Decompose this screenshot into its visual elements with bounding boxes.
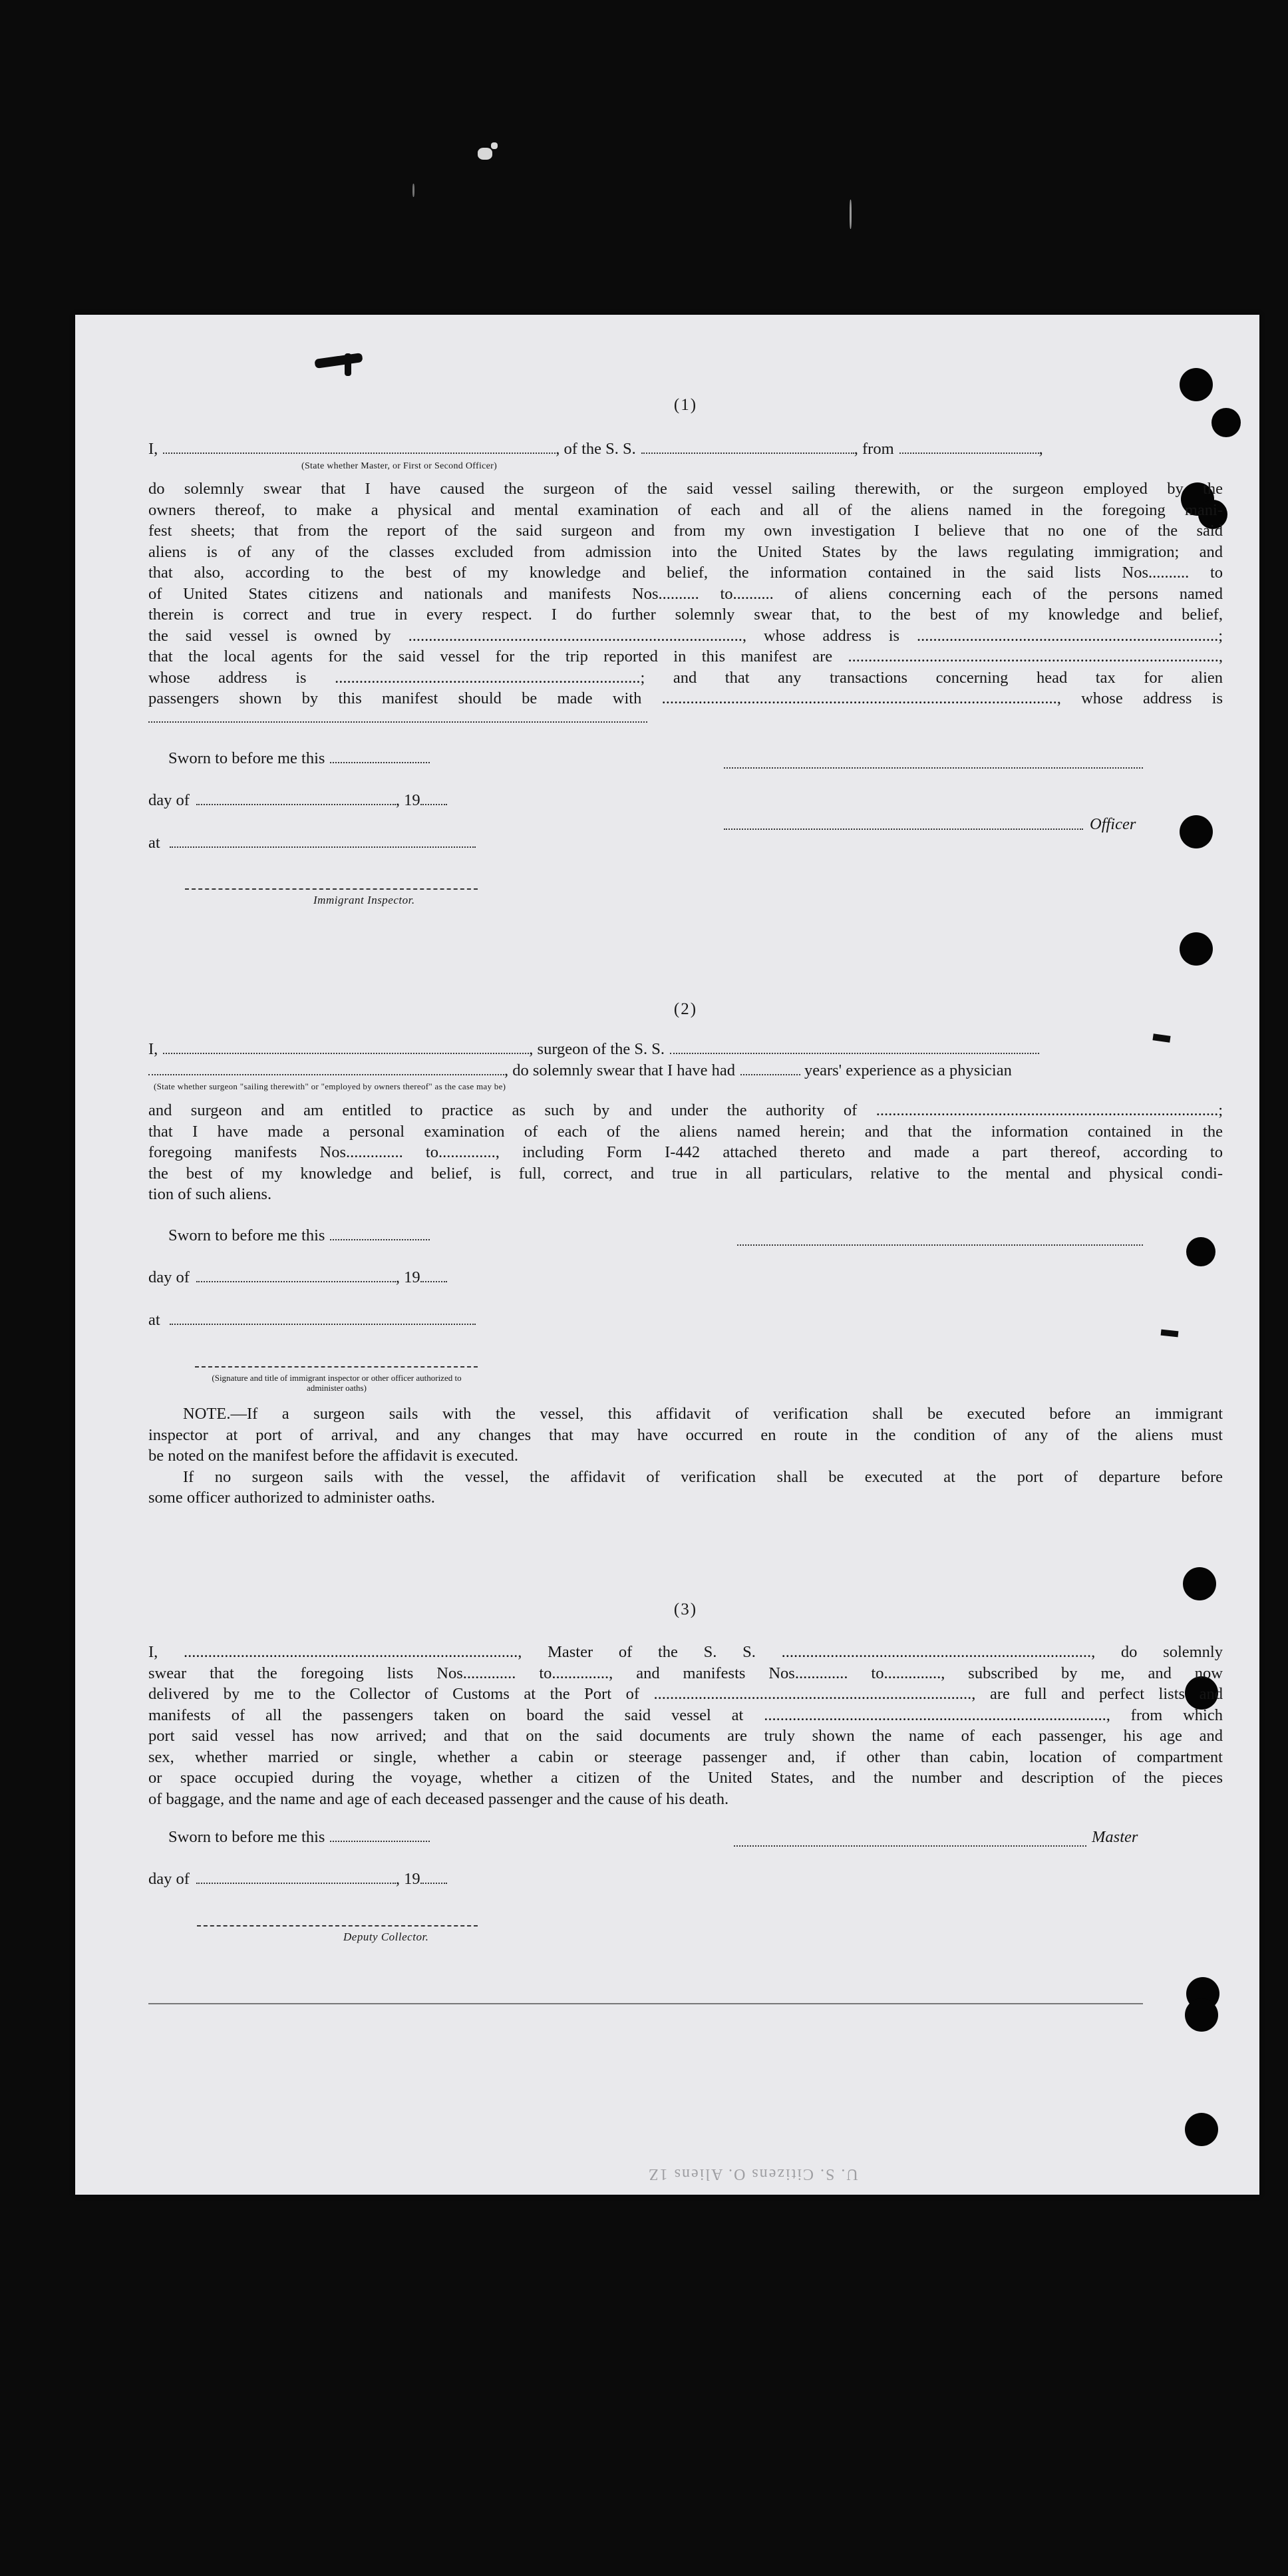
- officer-signature-line: [195, 1365, 478, 1368]
- master-label: Master: [1092, 1828, 1138, 1846]
- ink-smudge: [345, 353, 351, 376]
- fill-line: [163, 441, 556, 454]
- signature-line: [724, 766, 1143, 769]
- fill-line: [899, 441, 1039, 454]
- para-line: that the local agents for the said vessel for the trip reported in this manifest are ...........................................................................................,: [148, 647, 1223, 665]
- years-label: years' experience as a physician: [804, 1061, 1012, 1079]
- para-line: sex, whether married or single, whether a cabin or steerage passenger and, if other than cabin, location of compartment: [148, 1748, 1223, 1766]
- section-2-sworn: [168, 1226, 430, 1245]
- surgeon-signature-line: [737, 1243, 1143, 1246]
- para-line: do solemnly swear that I have caused the surgeon of the said vessel sailing therewith, or the surgeon employed by the: [148, 480, 1223, 498]
- ink-mark: [1161, 1330, 1179, 1338]
- para-line: fest sheets; that from the report of the said surgeon and from my own investigation I believe that no one of the said: [148, 522, 1223, 540]
- bottom-rule: [148, 2003, 1143, 2004]
- section-2-day: [148, 1268, 447, 1287]
- ink-smudge: [314, 353, 363, 369]
- master-signature-line: [734, 1844, 1086, 1847]
- day-of-label: day of: [148, 791, 190, 809]
- para-line: of baggage, and the name and age of each deceased passenger and the cause of his death.: [148, 1789, 729, 1808]
- section-3-number: (3): [673, 1600, 698, 1618]
- fill-line: [420, 792, 447, 805]
- section-2-caption: (State whether surgeon "sailing therewith" or "employed by owners thereof" as the case may be): [154, 1081, 506, 1091]
- inspector-caption: Immigrant Inspector.: [313, 894, 415, 906]
- section-1-sworn: [168, 749, 430, 768]
- punch-hole: [1180, 932, 1213, 966]
- para-line: aliens is of any of the classes excluded from admission into the United States by the laws regulating immigration; and: [148, 542, 1223, 561]
- para-line: that I have made a personal examination of each of the aliens named herein; and that the information contained in the: [148, 1122, 1223, 1141]
- mirrored-footer-text: U. S. Citizens O. Aliens 1Z: [647, 2165, 858, 2183]
- section-1-caption: (State whether Master, or First or Second Officer): [301, 461, 498, 471]
- section-1-at: [148, 834, 476, 852]
- collector-signature-line: [197, 1924, 478, 1927]
- section-2-at: [148, 1311, 476, 1330]
- sworn-label: Sworn to before me this: [168, 1226, 325, 1244]
- fill-line: [330, 750, 430, 763]
- section-1-day: [148, 791, 447, 810]
- at-label: at: [148, 1311, 160, 1329]
- year-label: , 19: [395, 1870, 420, 1888]
- dust-speck: [850, 200, 852, 229]
- punch-hole: [1180, 815, 1213, 848]
- section-3-day: [148, 1870, 447, 1889]
- fill-line: [641, 441, 854, 454]
- note-line: NOTE.—If a surgeon sails with the vessel, this affidavit of verification shall be executed before an immigrant: [183, 1405, 1223, 1423]
- year-label: , 19: [395, 791, 420, 809]
- para-line: manifests of all the passengers taken on board the said vessel at ...................................................................................., from which: [148, 1706, 1223, 1724]
- fill-line: [170, 1312, 476, 1325]
- punch-hole: [1186, 1237, 1215, 1266]
- fill-line: [170, 834, 476, 848]
- para-line: of United States citizens and nationals and manifests Nos.......... to.......... of aliens concerning each of the persons named: [148, 584, 1223, 603]
- section-1-line-1: [148, 440, 1223, 459]
- dust-speck: [412, 184, 414, 197]
- para-line: and surgeon and am entitled to practice as such by and under the authority of ....................................................................................;: [148, 1101, 1223, 1119]
- fill-line: [740, 1062, 800, 1075]
- para-line: delivered by me to the Collector of Customs at the Port of .............................................................................., are full and perfect lists and: [148, 1685, 1223, 1703]
- para-line: I, .................................................................................., Master of the S. S. ............................................................................, do solemnly: [148, 1643, 1223, 1661]
- section-1-of-ss: , of the S. S.: [556, 440, 636, 458]
- punch-hole: [1183, 1567, 1216, 1600]
- dust-speck: [478, 148, 492, 160]
- section-2-paragraph: [148, 1100, 1223, 1205]
- para-line: foregoing manifests Nos.............. to.............., including Form I-442 attached thereto and made a part thereof, according to: [148, 1143, 1223, 1161]
- section-2-i: I,: [148, 1040, 158, 1058]
- fill-line: [330, 1829, 430, 1842]
- surgeon-label: , surgeon of the S. S.: [529, 1040, 665, 1058]
- section-1-i: I,: [148, 440, 158, 458]
- section-1-from: , from: [854, 440, 894, 458]
- fill-line: [330, 1227, 430, 1240]
- para-line: or space occupied during the voyage, whether a citizen of the United States, and the number and description of the pieces: [148, 1769, 1223, 1787]
- para-line: port said vessel has now arrived; and that on the said documents are truly shown the name of each passenger, his age and: [148, 1727, 1223, 1745]
- para-line: passengers shown by this manifest should be made with ................................................................................................., whose address is: [148, 689, 1223, 707]
- year-label: , 19: [395, 1268, 420, 1286]
- signature-caption: (Signature and title of immigrant inspector or other officer authorized to administer oaths): [212, 1373, 462, 1393]
- fill-line: [148, 709, 647, 723]
- swear-label: , do solemnly swear that I have had: [504, 1061, 735, 1079]
- fill-line: [420, 1269, 447, 1282]
- para-line: swear that the foregoing lists Nos............. to.............., and manifests Nos............. to.............., subscribed by me, and now: [148, 1664, 1223, 1682]
- section-1-number: (1): [673, 396, 698, 414]
- para-line: owners thereof, to make a physical and mental examination of each and all of the aliens named in the foregoing mani-: [148, 500, 1223, 519]
- section-2-number: (2): [673, 1000, 698, 1018]
- day-of-label: day of: [148, 1268, 190, 1286]
- officer-signature-line: [724, 827, 1083, 830]
- note-line: some officer authorized to administer oaths.: [148, 1489, 435, 1507]
- fill-line: [670, 1041, 1039, 1054]
- collector-caption: Deputy Collector.: [343, 1931, 429, 1943]
- section-2-line-2: [148, 1061, 1223, 1080]
- para-line: the said vessel is owned by .................................................................................., whose address is ..........................................................................;: [148, 626, 1223, 645]
- day-of-label: day of: [148, 1870, 190, 1888]
- note-line: If no surgeon sails with the vessel, the affidavit of verification shall be executed at the port of departure before: [183, 1467, 1223, 1486]
- section-1-paragraph: [148, 478, 1223, 723]
- para-line: that also, according to the best of my knowledge and belief, the information contained in the said lists Nos.......... to: [148, 564, 1223, 582]
- note-line: inspector at port of arrival, and any changes that may have occurred en route in the condition of any of the aliens must: [148, 1425, 1223, 1444]
- fill-line: [163, 1041, 529, 1054]
- fill-line: [148, 1062, 504, 1075]
- sworn-label: Sworn to before me this: [168, 1828, 325, 1846]
- section-2-note: [148, 1403, 1223, 1509]
- section-3-paragraph: [148, 1642, 1223, 1809]
- para-line: tion of such aliens.: [148, 1185, 272, 1203]
- manifest-form-sheet: [75, 315, 1259, 2195]
- punch-hole: [1185, 1998, 1218, 2032]
- dust-speck: [491, 142, 498, 149]
- fill-line: [196, 792, 396, 805]
- para-line: therein is correct and true in every respect. I do further solemnly swear that, to the best of my knowledge and belief,: [148, 606, 1223, 624]
- fill-line: [196, 1269, 396, 1282]
- section-3-sworn: [168, 1828, 430, 1847]
- para-line: the best of my knowledge and belief, is full, correct, and true in all particulars, relative to the mental and physical condi-: [148, 1164, 1223, 1183]
- fill-line: [196, 1871, 396, 1884]
- para-line: whose address is ...........................................................................; and that any transactions concerning head tax for alien: [148, 668, 1223, 687]
- fill-line: [420, 1871, 447, 1884]
- inspector-signature-line: [185, 887, 478, 890]
- section-1-comma: ,: [1039, 440, 1043, 458]
- section-2-line-1: [148, 1040, 1223, 1059]
- punch-hole: [1185, 2113, 1218, 2146]
- officer-label: Officer: [1090, 815, 1136, 833]
- note-line: be noted on the manifest before the affidavit is executed.: [148, 1447, 519, 1465]
- sworn-label: Sworn to before me this: [168, 749, 325, 767]
- at-label: at: [148, 834, 160, 852]
